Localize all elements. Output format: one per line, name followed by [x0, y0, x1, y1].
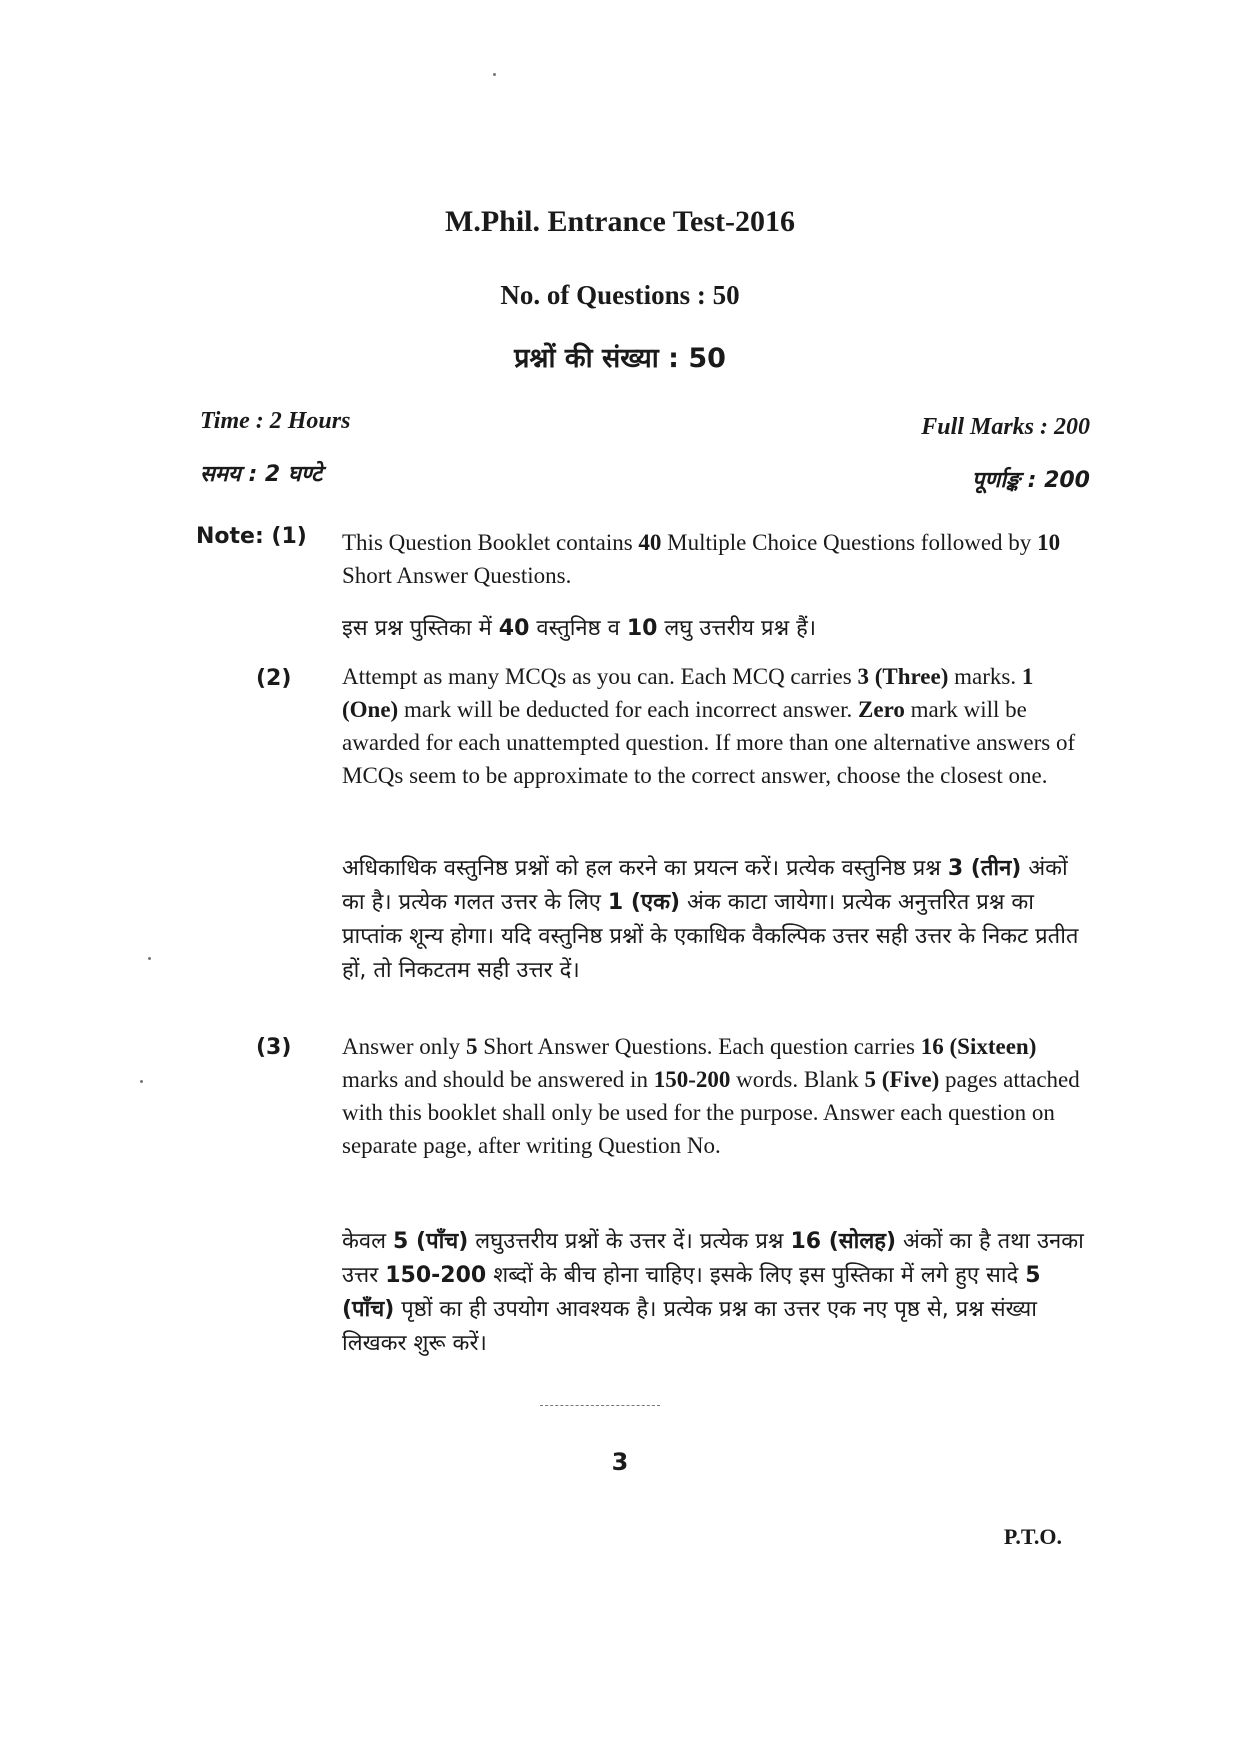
page-title: M.Phil. Entrance Test-2016 [445, 205, 795, 238]
time-hi: समय : 2 घण्टे [200, 462, 323, 487]
scan-speck [493, 73, 496, 76]
time-en: Time : 2 Hours [200, 408, 351, 434]
page-number: 3 [611, 1448, 629, 1476]
pto-label: P.T.O. [1003, 1524, 1062, 1549]
note-number: (3) [256, 1035, 292, 1060]
question-count-en: No. of Questions : 50 [500, 280, 740, 310]
note-3-english: Answer only 5 Short Answer Questions. Each question carries 16 (Sixteen) marks and should be answered in 150-200 words. Blank 5 (Five) pages attached with this booklet shall only be used for the purpose. Answer each question on separate page, after writing Question No. [342, 1034, 1080, 1158]
note-1-hindi: इस प्रश्न पुस्तिका में 40 वस्तुनिष्ठ व 10 लघु उत्तरीय प्रश्न हैं। [342, 616, 817, 641]
divider [540, 1405, 660, 1406]
note-2-hindi: अधिकाधिक वस्तुनिष्ठ प्रश्नों को हल करने का प्रयत्न करें। प्रत्येक वस्तुनिष्ठ प्रश्न 3 (तीन) अंकों का है। प्रत्येक गलत उत्तर के लिए 1 (एक) अंक काटा जायेगा। प्रत्येक अनुत्तरित प्रश्न का प्राप्तांक शून्य होगा। यदि वस्तुनिष्ठ प्रश्नों के एकाधिक वैकल्पिक उत्तर सही उत्तर के निकट प्रतीत हों, तो निकटतम सही उत्तर दें। [342, 856, 1079, 983]
note-2-english: Attempt as many MCQs as you can. Each MCQ carries 3 (Three) marks. 1 (One) mark will be deducted for each incorrect answer. Zero mark will be awarded for each unattempted question. If more than one alternative answers of MCQs seem to be approximate to the correct answer, choose the closest one. [342, 664, 1076, 788]
question-count-hi: प्रश्नों की संख्या : 50 [514, 343, 726, 374]
scan-speck [148, 957, 151, 960]
full-marks-en: Full Marks : 200 [921, 414, 1090, 440]
note-3-hindi: केवल 5 (पाँच) लघुउत्तरीय प्रश्नों के उत्तर दें। प्रत्येक प्रश्न 16 (सोलह) अंकों का है तथा उनका उत्तर 150-200 शब्दों के बीच होना चाहिए। इसके लिए इस पुस्तिका में लगे हुए सादे 5 (पाँच) पृष्ठों का ही उपयोग आवश्यक है। प्रत्येक प्रश्न का उत्तर एक नए पृष्ठ से, प्रश्न संख्या लिखकर शुरू करें। [342, 1229, 1084, 1356]
note-1-english: This Question Booklet contains 40 Multiple Choice Questions followed by 10 Short Answer Questions. [342, 530, 1061, 588]
note-label: Note: (1) [196, 524, 307, 549]
full-marks-hi: पूर्णाङ्क : 200 [971, 468, 1090, 493]
scan-speck [140, 1080, 143, 1083]
note-number: (2) [256, 666, 292, 691]
